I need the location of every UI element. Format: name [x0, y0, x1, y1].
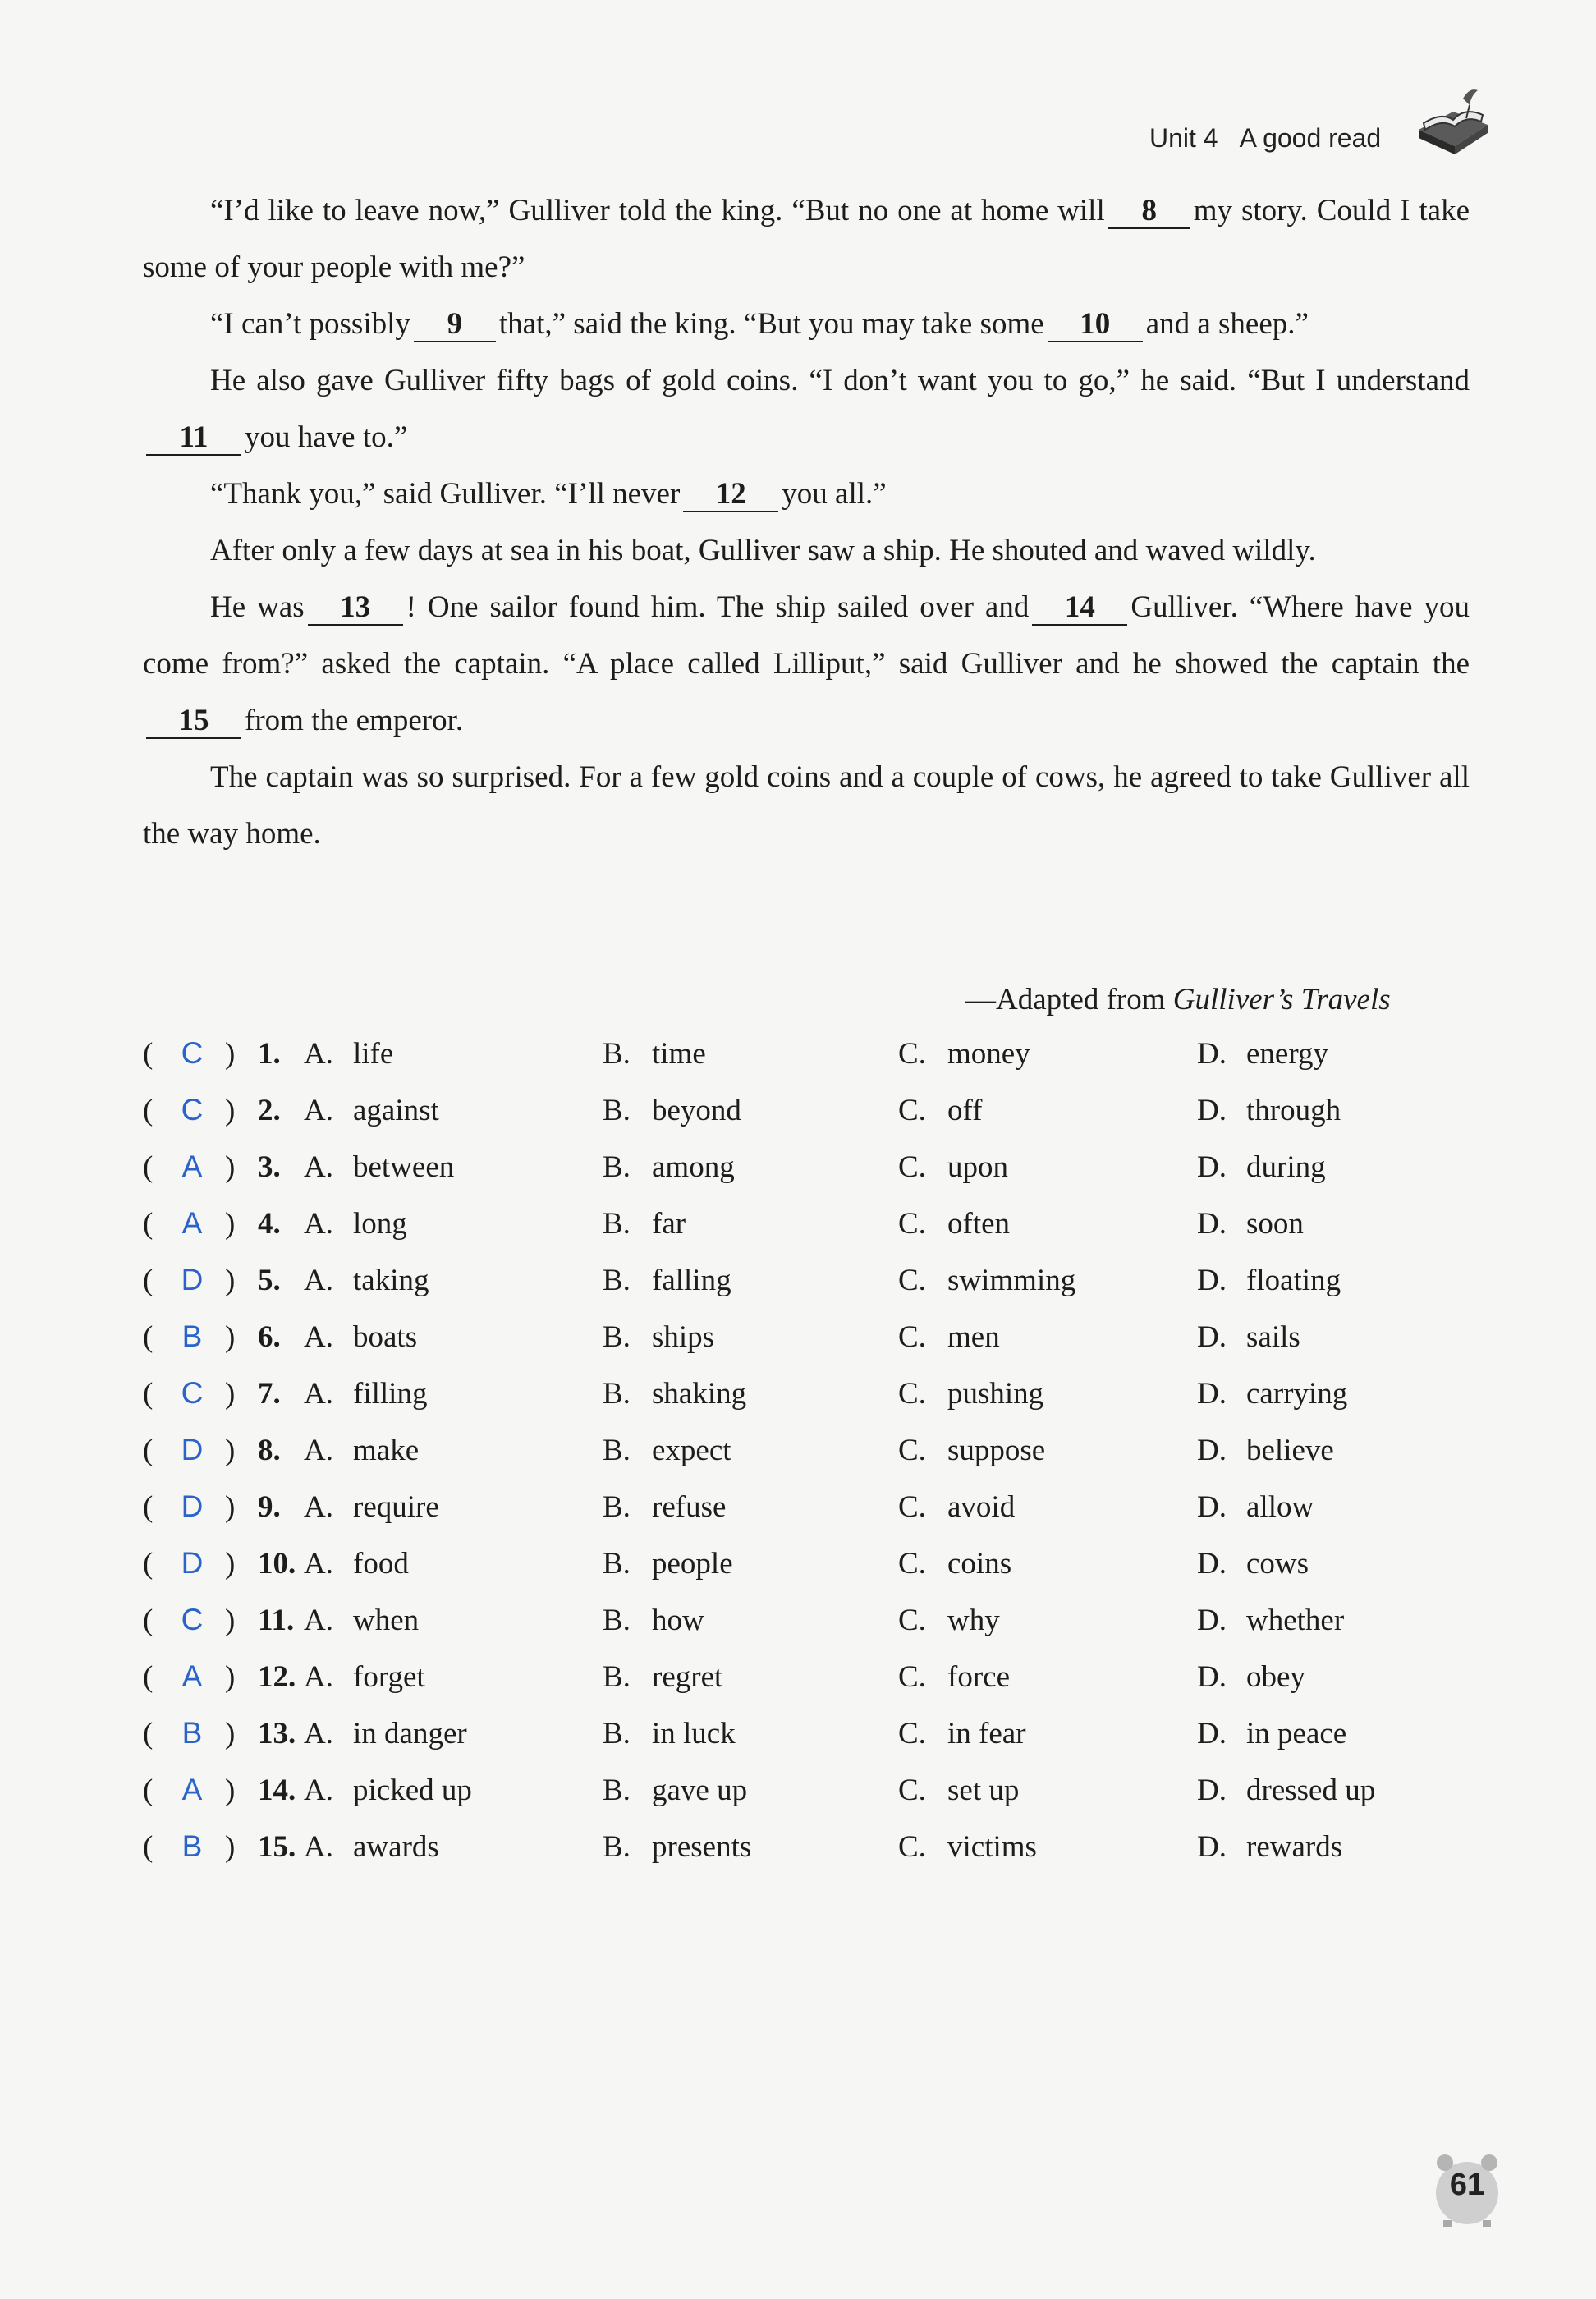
option-letter: A.: [304, 1037, 333, 1071]
paragraph: “I can’t possibly 9 that,” said the king. “But you may take some 10 and a sheep.”: [210, 307, 1309, 341]
option-text: money: [947, 1037, 1030, 1071]
option-letter: B.: [603, 1830, 631, 1864]
option-b: [603, 1150, 735, 1185]
paren-close: ): [225, 1037, 236, 1071]
option-text: set up: [947, 1774, 1020, 1807]
answer-choice[interactable]: B: [181, 1829, 203, 1863]
option-letter: C.: [898, 1264, 926, 1297]
option-letter: B.: [603, 1320, 631, 1354]
option-text: beyond: [652, 1094, 741, 1127]
option-letter: B.: [603, 1490, 631, 1524]
option-b: [603, 1093, 741, 1128]
option-letter: D.: [1197, 1774, 1227, 1807]
option-b: [603, 1036, 706, 1071]
page-number-text: 61: [1449, 2168, 1485, 2202]
blank-8: 8: [1108, 195, 1190, 229]
paren-close: ): [225, 1264, 236, 1297]
option-letter: D.: [1197, 1094, 1227, 1127]
option-text: expect: [652, 1434, 732, 1467]
option-a: [304, 1319, 417, 1355]
option-letter: D.: [1197, 1037, 1227, 1071]
option-text: cows: [1246, 1547, 1309, 1581]
paren-open: (: [143, 1830, 154, 1864]
option-text: victims: [947, 1830, 1037, 1864]
option-text: between: [353, 1150, 455, 1184]
paren-close: ): [225, 1717, 236, 1751]
question-number: 14.: [258, 1774, 296, 1807]
option-letter: A.: [304, 1604, 333, 1637]
option-text: soon: [1246, 1207, 1304, 1241]
option-b: [603, 1659, 722, 1695]
question-number: 12.: [258, 1660, 296, 1694]
option-text: through: [1246, 1094, 1341, 1127]
option-letter: A.: [304, 1094, 333, 1127]
option-b: [603, 1319, 714, 1355]
question-row: [143, 1263, 1456, 1319]
question-number: 10.: [258, 1547, 296, 1581]
option-d: [1197, 1489, 1314, 1525]
option-letter: C.: [898, 1830, 926, 1864]
option-letter: A.: [304, 1150, 333, 1184]
option-d: [1197, 1263, 1341, 1298]
option-a: [304, 1773, 472, 1808]
option-c: [898, 1319, 1000, 1355]
question-row: [143, 1433, 1456, 1489]
question-row: [143, 1603, 1456, 1659]
option-text: carrying: [1246, 1377, 1348, 1411]
option-letter: B.: [603, 1150, 631, 1184]
option-text: believe: [1246, 1434, 1334, 1467]
option-c: [898, 1376, 1043, 1411]
option-c: [898, 1206, 1010, 1241]
option-text: why: [947, 1604, 1000, 1637]
option-b: [603, 1829, 751, 1865]
option-text: filling: [353, 1377, 428, 1411]
answer-choice[interactable]: C: [181, 1376, 204, 1410]
option-letter: B.: [603, 1207, 631, 1241]
option-letter: D.: [1197, 1830, 1227, 1864]
option-letter: B.: [603, 1094, 631, 1127]
option-letter: D.: [1197, 1547, 1227, 1581]
option-d: [1197, 1376, 1347, 1411]
option-c: [898, 1036, 1030, 1071]
option-text: make: [353, 1434, 420, 1467]
unit-header: [1149, 123, 1381, 154]
blank-12: 12: [683, 478, 778, 512]
option-letter: C.: [898, 1774, 926, 1807]
option-a: [304, 1263, 429, 1298]
paren-open: (: [143, 1434, 154, 1467]
option-letter: B.: [603, 1660, 631, 1694]
answer-choice[interactable]: C: [181, 1093, 204, 1127]
option-d: [1197, 1319, 1300, 1355]
paren-close: ): [225, 1320, 236, 1354]
option-text: sails: [1246, 1320, 1300, 1354]
option-text: suppose: [947, 1434, 1046, 1467]
option-letter: A.: [304, 1207, 333, 1241]
option-text: floating: [1246, 1264, 1341, 1297]
blank-10: 10: [1048, 308, 1143, 342]
option-letter: C.: [898, 1717, 926, 1751]
answer-choice[interactable]: A: [181, 1206, 203, 1240]
option-letter: D.: [1197, 1264, 1227, 1297]
answer-choice[interactable]: C: [181, 1036, 204, 1070]
option-letter: A.: [304, 1547, 333, 1581]
option-text: refuse: [652, 1490, 727, 1524]
paren-open: (: [143, 1264, 154, 1297]
option-text: allow: [1246, 1490, 1314, 1524]
blank-11: 11: [146, 421, 241, 456]
answer-choice[interactable]: D: [181, 1546, 204, 1580]
question-row: [143, 1093, 1456, 1150]
option-d: [1197, 1829, 1342, 1865]
question-number: 2.: [258, 1094, 281, 1127]
option-letter: A.: [304, 1320, 333, 1354]
option-letter: D.: [1197, 1604, 1227, 1637]
answer-choice[interactable]: D: [181, 1433, 204, 1466]
question-number: 9.: [258, 1490, 281, 1524]
option-text: shaking: [652, 1377, 747, 1411]
option-b: [603, 1263, 732, 1298]
option-c: [898, 1829, 1037, 1865]
option-letter: C.: [898, 1434, 926, 1467]
option-text: when: [353, 1604, 420, 1637]
option-letter: C.: [898, 1094, 926, 1127]
option-c: [898, 1716, 1026, 1751]
option-a: [304, 1093, 439, 1128]
option-a: [304, 1206, 407, 1241]
option-a: [304, 1546, 409, 1581]
option-text: during: [1246, 1150, 1326, 1184]
source-title: Gulliver’s Travels: [1172, 983, 1391, 1016]
option-letter: A.: [304, 1264, 333, 1297]
paren-open: (: [143, 1604, 154, 1637]
option-text: whether: [1246, 1604, 1345, 1637]
paren-open: (: [143, 1377, 154, 1411]
option-text: boats: [353, 1320, 418, 1354]
paren-open: (: [143, 1774, 154, 1807]
option-letter: C.: [898, 1604, 926, 1637]
option-d: [1197, 1036, 1328, 1071]
option-text: often: [947, 1207, 1011, 1241]
option-d: [1197, 1546, 1309, 1581]
option-d: [1197, 1603, 1344, 1638]
question-list: [143, 1036, 1456, 1886]
option-text: among: [652, 1150, 735, 1184]
option-d: [1197, 1093, 1341, 1128]
paren-open: (: [143, 1094, 154, 1127]
option-letter: C.: [898, 1377, 926, 1411]
answer-choice[interactable]: A: [181, 1150, 203, 1183]
blank-15: 15: [146, 704, 241, 739]
paren-open: (: [143, 1490, 154, 1524]
option-c: [898, 1773, 1019, 1808]
question-number: 4.: [258, 1207, 281, 1241]
option-d: [1197, 1659, 1305, 1695]
paren-open: (: [143, 1150, 154, 1184]
paren-close: ): [225, 1547, 236, 1581]
option-text: force: [947, 1660, 1010, 1694]
option-b: [603, 1773, 747, 1808]
option-letter: B.: [603, 1774, 631, 1807]
paren-open: (: [143, 1037, 154, 1071]
option-b: [603, 1433, 732, 1468]
option-letter: A.: [304, 1377, 333, 1411]
paren-close: ): [225, 1774, 236, 1807]
option-c: [898, 1150, 1008, 1185]
option-text: in luck: [652, 1717, 736, 1751]
option-letter: C.: [898, 1037, 926, 1071]
option-text: people: [652, 1547, 733, 1581]
option-c: [898, 1659, 1010, 1695]
option-c: [898, 1603, 1000, 1638]
paragraph: After only a few days at sea in his boat, Gulliver saw a ship. He shouted and waved wildly.: [210, 534, 1316, 567]
option-text: time: [652, 1037, 706, 1071]
option-letter: C.: [898, 1660, 926, 1694]
option-letter: D.: [1197, 1490, 1227, 1524]
option-text: regret: [652, 1660, 723, 1694]
option-text: long: [353, 1207, 407, 1241]
option-letter: B.: [603, 1377, 631, 1411]
answer-choice[interactable]: D: [181, 1489, 204, 1523]
option-letter: C.: [898, 1490, 926, 1524]
option-c: [898, 1263, 1075, 1298]
option-d: [1197, 1150, 1326, 1185]
option-letter: A.: [304, 1490, 333, 1524]
option-b: [603, 1716, 736, 1751]
option-a: [304, 1829, 439, 1865]
unit-title: A good read: [1239, 123, 1382, 153]
option-b: [603, 1206, 686, 1241]
question-row: [143, 1206, 1456, 1263]
option-text: against: [353, 1094, 439, 1127]
blank-13: 13: [308, 591, 403, 626]
option-letter: C.: [898, 1320, 926, 1354]
option-letter: C.: [898, 1207, 926, 1241]
option-letter: B.: [603, 1604, 631, 1637]
question-row: [143, 1659, 1456, 1716]
option-text: food: [353, 1547, 409, 1581]
option-a: [304, 1489, 439, 1525]
option-letter: A.: [304, 1830, 333, 1864]
option-text: forget: [353, 1660, 425, 1694]
option-letter: D.: [1197, 1320, 1227, 1354]
option-text: presents: [652, 1830, 752, 1864]
option-text: swimming: [947, 1264, 1076, 1297]
option-c: [898, 1093, 982, 1128]
option-text: dressed up: [1246, 1774, 1376, 1807]
paragraph: The captain was so surprised. For a few gold coins and a couple of cows, he agreed to take Gulliver all the way home.: [143, 760, 1470, 851]
paragraph: He also gave Gulliver fifty bags of gold coins. “I don’t want you to go,” he said. “But I understand11 you have to.”: [143, 352, 1470, 466]
paren-close: ): [225, 1830, 236, 1864]
option-text: how: [652, 1604, 704, 1637]
option-a: [304, 1716, 467, 1751]
option-text: rewards: [1246, 1830, 1343, 1864]
paren-open: (: [143, 1547, 154, 1581]
option-letter: B.: [603, 1434, 631, 1467]
option-text: ships: [652, 1320, 715, 1354]
option-b: [603, 1489, 726, 1525]
question-row: [143, 1773, 1456, 1829]
question-row: [143, 1376, 1456, 1433]
option-text: upon: [947, 1150, 1008, 1184]
paren-open: (: [143, 1320, 154, 1354]
question-number: 8.: [258, 1434, 281, 1467]
option-a: [304, 1603, 419, 1638]
paren-open: (: [143, 1717, 154, 1751]
option-b: [603, 1546, 733, 1581]
option-text: picked up: [353, 1774, 472, 1807]
option-d: [1197, 1206, 1304, 1241]
option-d: [1197, 1433, 1334, 1468]
question-number: 13.: [258, 1717, 296, 1751]
option-a: [304, 1150, 454, 1185]
paren-close: ): [225, 1434, 236, 1467]
answer-choice[interactable]: C: [181, 1603, 204, 1636]
option-text: falling: [652, 1264, 732, 1297]
paren-open: (: [143, 1207, 154, 1241]
option-text: coins: [947, 1547, 1012, 1581]
option-text: awards: [353, 1830, 439, 1864]
option-d: [1197, 1773, 1375, 1808]
question-number: 5.: [258, 1264, 281, 1297]
option-text: obey: [1246, 1660, 1305, 1694]
option-b: [603, 1603, 704, 1638]
option-letter: A.: [304, 1660, 333, 1694]
option-text: in danger: [353, 1717, 467, 1751]
blank-14: 14: [1032, 591, 1127, 626]
question-number: 11.: [258, 1604, 295, 1637]
question-row: [143, 1036, 1456, 1093]
paren-close: ): [225, 1207, 236, 1241]
answer-choice[interactable]: A: [181, 1773, 203, 1806]
passage-source: —Adapted from Gulliver’s Travels: [965, 983, 1391, 1016]
question-number: 1.: [258, 1037, 281, 1071]
paragraph: “I’d like to leave now,” Gulliver told the king. “But no one at home will 8 my story. Could I take some of your people with me?”: [143, 194, 1470, 284]
option-letter: B.: [603, 1037, 631, 1071]
option-a: [304, 1376, 427, 1411]
paren-close: ): [225, 1094, 236, 1127]
option-text: require: [353, 1490, 439, 1524]
blank-9: 9: [414, 308, 496, 342]
option-a: [304, 1433, 419, 1468]
answer-choice[interactable]: B: [181, 1319, 203, 1353]
option-text: gave up: [652, 1774, 748, 1807]
paren-close: ): [225, 1377, 236, 1411]
answer-choice[interactable]: D: [181, 1263, 204, 1296]
paren-close: ): [225, 1660, 236, 1694]
question-number: 7.: [258, 1377, 281, 1411]
question-row: [143, 1319, 1456, 1376]
option-letter: B.: [603, 1717, 631, 1751]
paragraph: “Thank you,” said Gulliver. “I’ll never 12 you all.”: [210, 477, 887, 511]
unit-label: Unit 4: [1149, 123, 1218, 153]
option-text: in fear: [947, 1717, 1026, 1751]
answer-choice[interactable]: B: [181, 1716, 203, 1750]
option-letter: D.: [1197, 1660, 1227, 1694]
answer-choice[interactable]: A: [181, 1659, 203, 1693]
option-c: [898, 1489, 1015, 1525]
option-letter: D.: [1197, 1434, 1227, 1467]
paren-open: (: [143, 1660, 154, 1694]
option-a: [304, 1659, 425, 1695]
option-letter: A.: [304, 1717, 333, 1751]
question-row: [143, 1489, 1456, 1546]
option-letter: C.: [898, 1547, 926, 1581]
book-icon: [1412, 82, 1494, 164]
option-text: life: [353, 1037, 394, 1071]
question-number: 6.: [258, 1320, 281, 1354]
option-c: [898, 1546, 1011, 1581]
option-a: [304, 1036, 393, 1071]
question-row: [143, 1150, 1456, 1206]
option-letter: D.: [1197, 1377, 1227, 1411]
option-letter: A.: [304, 1774, 333, 1807]
question-number: 15.: [258, 1830, 296, 1864]
paren-close: ): [225, 1604, 236, 1637]
option-letter: D.: [1197, 1207, 1227, 1241]
option-text: off: [947, 1094, 983, 1127]
option-letter: C.: [898, 1150, 926, 1184]
paren-close: ): [225, 1150, 236, 1184]
option-b: [603, 1376, 746, 1411]
reading-passage: [143, 182, 1470, 862]
question-number: 3.: [258, 1150, 281, 1184]
option-text: in peace: [1246, 1717, 1347, 1751]
question-row: [143, 1546, 1456, 1603]
option-text: taking: [353, 1264, 429, 1297]
question-row: [143, 1829, 1456, 1886]
option-text: pushing: [947, 1377, 1044, 1411]
option-text: avoid: [947, 1490, 1016, 1524]
option-text: far: [652, 1207, 686, 1241]
option-letter: D.: [1197, 1717, 1227, 1751]
option-letter: A.: [304, 1434, 333, 1467]
option-c: [898, 1433, 1045, 1468]
option-text: men: [947, 1320, 1000, 1354]
option-d: [1197, 1716, 1346, 1751]
option-letter: D.: [1197, 1150, 1227, 1184]
option-letter: B.: [603, 1547, 631, 1581]
page-number: [1427, 2150, 1507, 2230]
option-text: energy: [1246, 1037, 1328, 1071]
paren-close: ): [225, 1490, 236, 1524]
option-letter: B.: [603, 1264, 631, 1297]
paragraph: He was 13 ! One sailor found him. The ship sailed over and 14 Gulliver. “Where have you come from?” asked the captain. “A place called Lilliput,” said Gulliver and he showed the captain the15 from the emperor.: [143, 590, 1470, 737]
question-row: [143, 1716, 1456, 1773]
